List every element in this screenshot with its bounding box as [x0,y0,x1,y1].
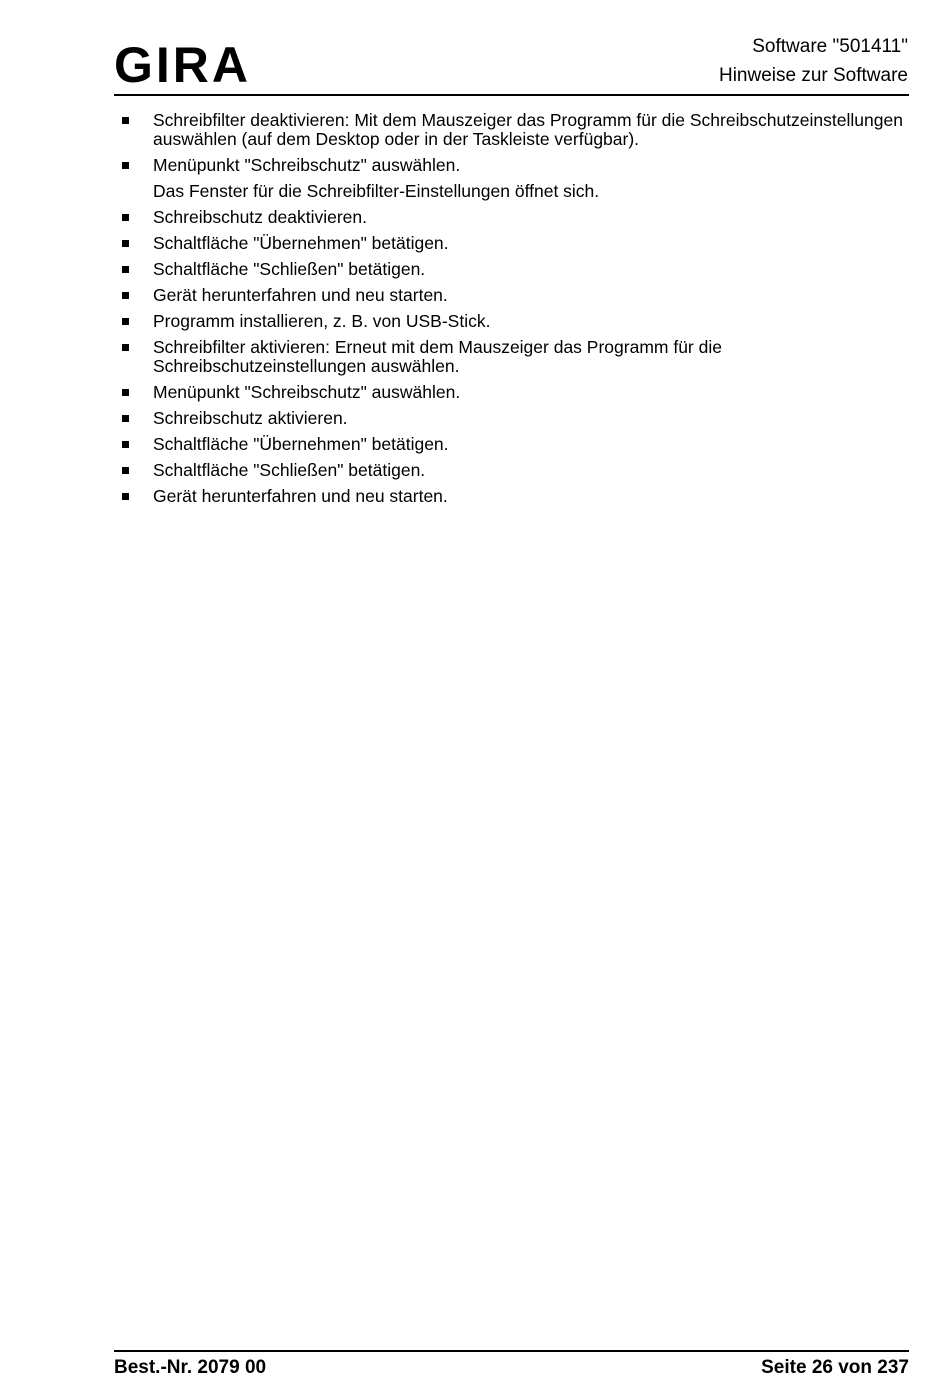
list-item [114,409,914,428]
square-bullet-icon [122,467,129,474]
list-item [114,487,914,506]
page-number: Seite 26 von 237 [761,1357,909,1378]
square-bullet-icon [122,162,129,169]
instruction-list [114,111,914,513]
section-title: Hinweise zur Software [718,65,908,86]
list-item [114,208,914,227]
square-bullet-icon [122,344,129,351]
square-bullet-icon [122,292,129,299]
square-bullet-icon [122,441,129,448]
list-item [114,286,914,305]
page-header-info [719,32,908,90]
list-item [114,383,914,402]
list-item-text: Schaltfläche "Schließen" betätigen. [153,259,426,279]
list-item-text: Schaltfläche "Schließen" betätigen. [153,460,426,480]
list-item-text: Schreibschutz deaktivieren. [153,207,367,227]
list-item [114,260,914,279]
square-bullet-icon [122,493,129,500]
list-item-text: Menüpunkt "Schreibschutz" auswählen. [153,382,461,402]
list-item-text: Das Fenster für die Schreibfilter-Einstellungen öffnet sich. [153,181,600,201]
footer-divider [114,1350,909,1352]
product-title: Software "501411" [752,36,908,57]
list-item-text: Programm installieren, z. B. von USB-Stick. [153,311,491,331]
list-item-text: Gerät herunterfahren und neu starten. [153,285,448,305]
square-bullet-icon [122,318,129,325]
square-bullet-icon [122,266,129,273]
square-bullet-icon [122,389,129,396]
list-item-text: Schaltfläche "Übernehmen" betätigen. [153,233,449,253]
list-item-text: Schreibschutz aktivieren. [153,408,348,428]
list-item [114,312,914,331]
header-divider [114,94,909,96]
list-item [114,234,914,253]
list-item-text: Menüpunkt "Schreibschutz" auswählen. [153,155,461,175]
list-item-note [114,182,914,201]
gira-logo: GIRA [114,37,251,93]
list-item [114,111,914,149]
list-item [114,461,914,480]
list-item [114,156,914,175]
square-bullet-icon [122,415,129,422]
list-item-text: Gerät herunterfahren und neu starten. [153,486,448,506]
order-number: Best.-Nr. 2079 00 [114,1357,267,1378]
list-item-text: Schreibfilter aktivieren: Erneut mit dem Mauszeiger das Programm für die Schreibschutzeinstellungen auswählen. [153,337,722,376]
square-bullet-icon [122,240,129,247]
list-item-text: Schaltfläche "Übernehmen" betätigen. [153,434,449,454]
list-item-text: Schreibfilter deaktivieren: Mit dem Mauszeiger das Programm für die Schreibschutzeinstellungen auswählen (auf dem Desktop oder in der Taskleiste verfügbar). [153,110,903,149]
list-item [114,338,914,376]
square-bullet-icon [122,117,129,124]
list-item [114,435,914,454]
square-bullet-icon [122,214,129,221]
